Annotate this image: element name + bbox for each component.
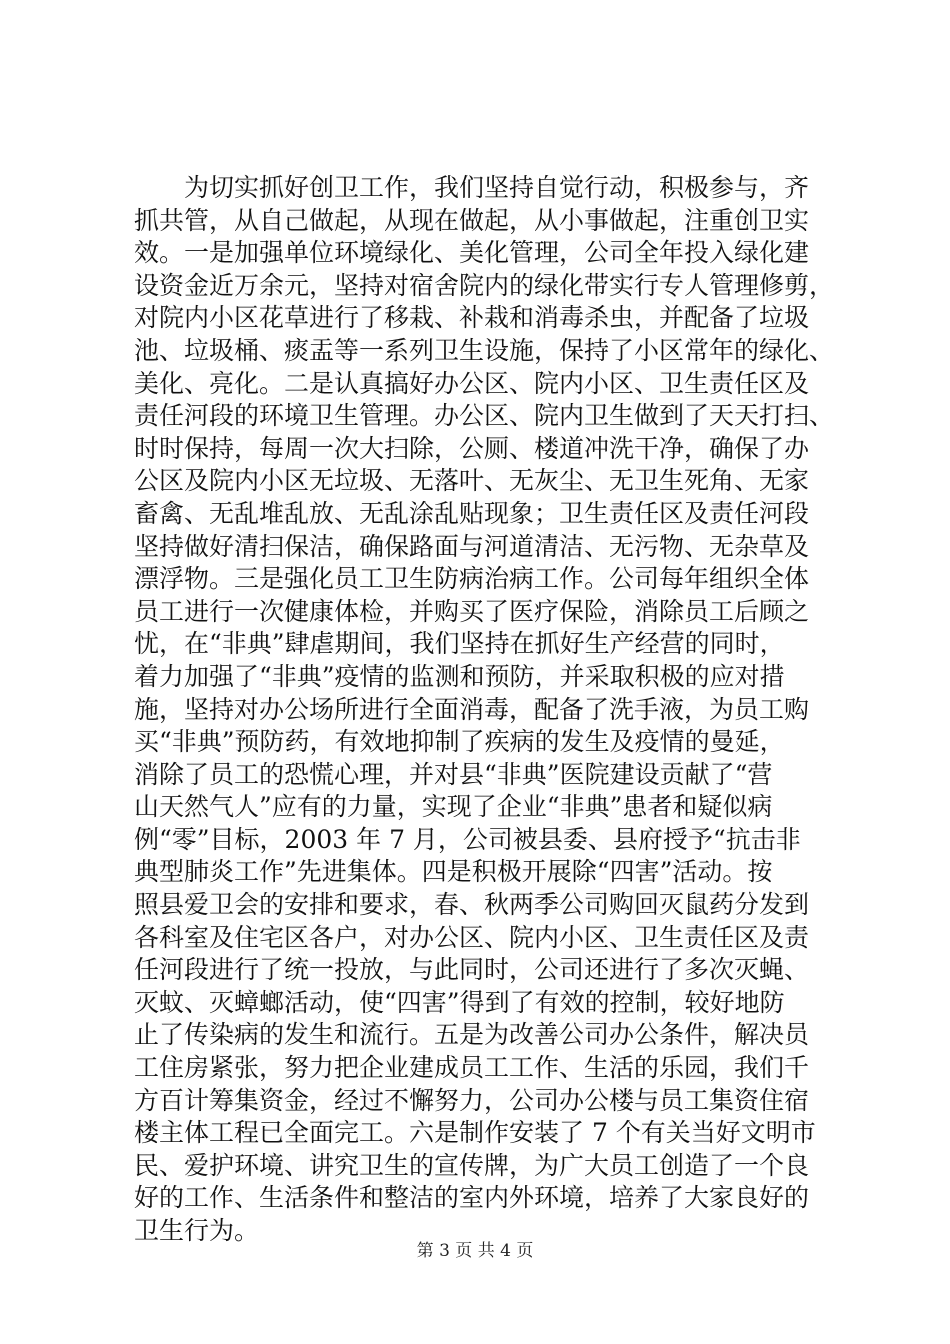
paragraph-line: 责任河段的环境卫生管理。办公区、院内卫生做到了天天打扫、 (134, 401, 835, 431)
paragraph-line: 买“非典”预防药，有效地抑制了疾病的发生及疫情的曼延， (134, 727, 785, 757)
paragraph-line: 山天然气人”应有的力量，实现了企业“非典”患者和疑似病 (134, 792, 773, 822)
paragraph-line: 楼主体工程已全面完工。六是制作安装了 7 个有关当好文明市 (134, 1118, 816, 1148)
paragraph-line: 池、垃圾桶、痰盂等一系列卫生设施，保持了小区常年的绿化、 (134, 335, 835, 365)
paragraph-line: 漂浮物。三是强化员工卫生防病治病工作。公司每年组织全体 (134, 564, 810, 594)
paragraph-line: 任河段进行了统一投放，与此同时，公司还进行了多次灭蝇、 (134, 955, 810, 985)
paragraph-line: 公区及院内小区无垃圾、无落叶、无灰尘、无卫生死角、无家 (134, 466, 810, 496)
paragraph-line: 美化、亮化。二是认真搞好办公区、院内小区、卫生责任区及 (134, 368, 810, 398)
paragraph-line: 典型肺炎工作”先进集体。四是积极开展除“四害”活动。按 (134, 857, 773, 887)
paragraph-line: 着力加强了“非典”疫情的监测和预防，并采取积极的应对措 (134, 661, 785, 691)
paragraph-line: 好的工作、生活条件和整洁的室内外环境，培养了大家良好的 (134, 1183, 810, 1213)
paragraph-line: 各科室及住宅区各户，对办公区、院内小区、卫生责任区及责 (134, 922, 810, 952)
paragraph-line: 设资金近万余元，坚持对宿舍院内的绿化带实行专人管理修剪， (134, 270, 835, 300)
paragraph-line: 时时保持，每周一次大扫除，公厕、楼道冲洗干净，确保了办 (134, 433, 810, 463)
paragraph-line: 民、爱护环境、讲究卫生的宣传牌，为广大员工创造了一个良 (134, 1150, 810, 1180)
paragraph-line: 畜禽、无乱堆乱放、无乱涂乱贴现象；卫生责任区及责任河段 (134, 498, 810, 528)
body-paragraph (134, 172, 834, 1248)
paragraph-line: 效。一是加强单位环境绿化、美化管理，公司全年投入绿化建 (134, 238, 810, 268)
paragraph-line: 例“零”目标，2003 年 7 月，公司被县委、县府授予“抗击非 (134, 824, 801, 854)
paragraph-line: 止了传染病的发生和流行。五是为改善公司办公条件，解决员 (134, 1020, 810, 1050)
paragraph-line: 灭蚊、灭蟑螂活动，使“四害”得到了有效的控制，较好地防 (134, 987, 785, 1017)
paragraph-line: 对院内小区花草进行了移栽、补栽和消毒杀虫，并配备了垃圾 (134, 303, 810, 333)
paragraph-line: 照县爱卫会的安排和要求，春、秋两季公司购回灭鼠药分发到 (134, 890, 810, 920)
page-footer: 第 3 页 共 4 页 (416, 1241, 534, 1261)
paragraph-line: 卫生行为。 (134, 1216, 260, 1245)
paragraph-line: 忧，在“非典”肆虐期间，我们坚持在抓好生产经营的同时， (134, 629, 785, 659)
paragraph-line: 施，坚持对办公场所进行全面消毒，配备了洗手液，为员工购 (134, 694, 810, 724)
paragraph-line: 消除了员工的恐慌心理，并对县“非典”医院建设贡献了“营 (134, 759, 773, 789)
paragraph-line: 抓共管，从自己做起，从现在做起，从小事做起，注重创卫实 (134, 205, 810, 235)
paragraph-line: 员工进行一次健康体检，并购买了医疗保险，消除员工后顾之 (134, 596, 810, 626)
paragraph-line: 工住房紧张，努力把企业建成员工工作、生活的乐园，我们千 (134, 1053, 810, 1083)
paragraph-line: 为切实抓好创卫工作，我们坚持自觉行动，积极参与，齐 (184, 173, 810, 202)
paragraph-line: 方百计筹集资金，经过不懈努力，公司办公楼与员工集资住宿 (134, 1085, 810, 1115)
paragraph-line: 坚持做好清扫保洁，确保路面与河道清洁、无污物、无杂草及 (134, 531, 810, 561)
